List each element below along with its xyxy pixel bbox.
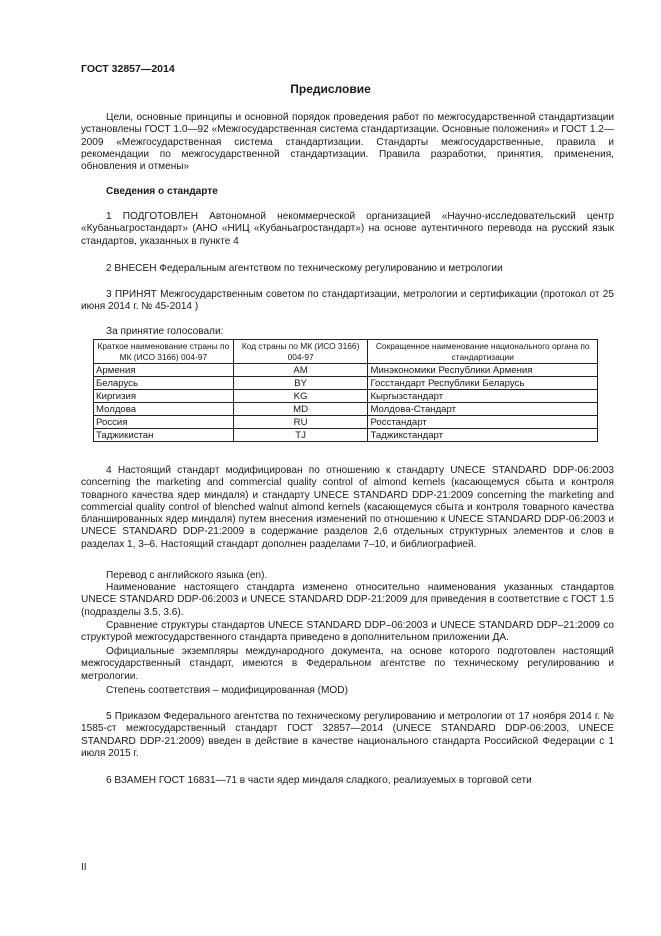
cell-country: Таджикистан [94, 429, 234, 442]
table-row [94, 390, 598, 403]
table-header-row [94, 340, 598, 364]
cell-body: Таджикстандарт [368, 429, 598, 442]
item-1-paragraph: 1 ПОДГОТОВЛЕН Автономной некоммерческой организацией «Научно-исследовательский центр «Кубаньагростандарт» (АНО «НИЦ «Кубаньагростандарт») на основе аутентичного перевода на русский язык стандартов, указанных в пункте 4 [81, 211, 614, 247]
intro-paragraph: Цели, основные принципы и основной порядок проведения работ по межгосударственной стандартизации установлены ГОСТ 1.0—92 «Межгосударственная система стандартизации. Основные положения» и ГОСТ 1.2—2009 «Межгосударственная система стандартизации. Стандарты межгосударственные, правила и рекомендации по межгосударственной стандартизации. Правила разработки, принятия, применения, обновления и отмены» [81, 112, 614, 173]
table-row [94, 377, 598, 390]
item-3-paragraph: 3 ПРИНЯТ Межгосударственным советом по стандартизации, метрологии и сертификации (протокол от 25 июня 2014 г. № 45-2014 ) [81, 289, 614, 313]
comparison-note: Сравнение структуры стандартов UNECE STANDARD DDP–06:2003 и UNECE STANDARD DDP–21:2009 со структурой межгосударственного стандарта приведено в дополнительном приложении ДА. [81, 620, 614, 644]
cell-code: BY [233, 377, 368, 390]
cell-body: Молдова-Стандарт [368, 403, 598, 416]
table-row [94, 364, 598, 377]
item-2-paragraph: 2 ВНЕСЕН Федеральным агентством по техническому регулированию и метрологии [106, 263, 503, 274]
page-title: Предисловие [290, 82, 371, 96]
degree-note: Степень соответствия – модифицированная (MOD) [106, 685, 348, 696]
cell-code: TJ [233, 429, 368, 442]
cell-body: Минэкономики Республики Армения [368, 364, 598, 377]
cell-country: Молдова [94, 403, 234, 416]
table-row [94, 429, 598, 442]
document-header: ГОСТ 32857—2014 [81, 63, 175, 75]
section-subtitle: Сведения о стандарте [106, 186, 218, 197]
cell-body: Госстандарт Республики Беларусь [368, 377, 598, 390]
column-header-body: Сокращенное наименование национального органа по стандартизации [368, 340, 598, 364]
translation-note: Перевод с английского языка (en). [106, 570, 268, 581]
cell-country: Россия [94, 416, 234, 429]
naming-note: Наименование настоящего стандарта изменено относительно наименования указанных стандартов UNECE STANDARD DDP-06:2003 и UNECE STANDARD DDP-21:2009 для приведения в соответствие с ГОСТ 1.5 (подразделы 3.5, 3.6). [81, 582, 614, 618]
item-4-paragraph: 4 Настоящий стандарт модифицирован по отношению к стандарту UNECE STANDARD DDP-06:2003 concerning the marketing and commercial quality control of almond kernels (касающемуся сбыта и контроля товарного качества ядер миндаля) и стандарту UNECE STANDARD DDP-21:2009 concerning the marketing and commercial quality control of blenched walnut almond kernels (касающемуся сбыта и контроля товарного качества бланшированных ядер миндаля) путем внесения изменений по отношению к UNECE STANDARD DDP-06:2003 и UNECE STANDARD DDP-21:2009 в содержание разделов 2,6 отдельных структурных элементов и слов в разделах 1, 3–6. Настоящий стандарт дополнен разделами 7–10, и библиографией. [81, 465, 614, 550]
item-6-paragraph: 6 ВЗАМЕН ГОСТ 16831—71 в части ядер миндаля сладкого, реализуемых в торговой сети [106, 775, 532, 786]
copies-note: Официальные экземпляры международного документа, на основе которого подготовлен настоящий межгосударственный стандарт, имеются в Федеральном агентстве по техническому регулированию и метрологии. [81, 646, 614, 682]
table-row [94, 416, 598, 429]
column-header-country: Краткое наименование страны по МК (ИСО 3166) 004-97 [94, 340, 234, 364]
page-number: II [81, 862, 87, 873]
table-row [94, 403, 598, 416]
cell-code: RU [233, 416, 368, 429]
cell-body: Кыргызстандарт [368, 390, 598, 403]
item-5-paragraph: 5 Приказом Федерального агентства по техническому регулированию и метрологии от 17 ноября 2014 г. № 1585-ст межгосударственный стандарт ГОСТ 32857—2014 (UNECE STANDARD DDP-06:2003, UNECE STANDARD DDP-21:2009) введен в действие в качестве национального стандарта Российской Федерации с 1 июля 2015 г. [81, 711, 614, 759]
cell-country: Армения [94, 364, 234, 377]
cell-code: MD [233, 403, 368, 416]
vote-caption: За принятие голосовали: [106, 326, 224, 337]
column-header-code: Код страны по МК (ИСО 3166) 004-97 [233, 340, 368, 364]
cell-country: Беларусь [94, 377, 234, 390]
voting-table [93, 339, 598, 442]
cell-code: AM [233, 364, 368, 377]
cell-body: Росстандарт [368, 416, 598, 429]
cell-code: KG [233, 390, 368, 403]
cell-country: Киргизия [94, 390, 234, 403]
